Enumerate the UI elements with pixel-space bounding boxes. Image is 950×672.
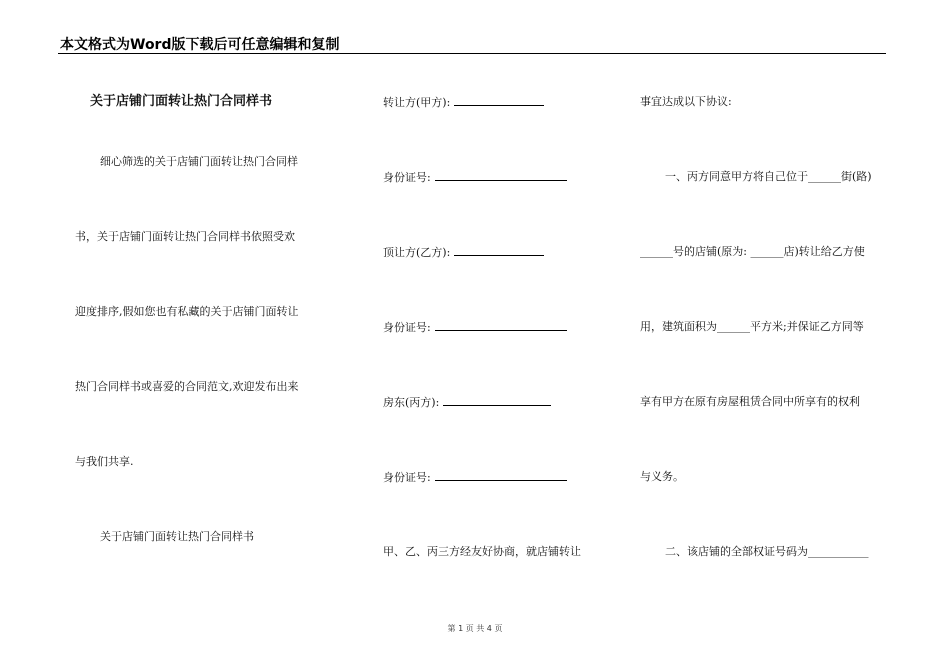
intro-line: 细心筛选的关于店铺门面转让热门合同样 bbox=[100, 155, 298, 168]
landlord-field bbox=[383, 395, 551, 409]
field-label: 身份证号: bbox=[383, 471, 431, 484]
id-number-field bbox=[383, 170, 567, 184]
document-header: 本文格式为Word版下载后可任意编辑和复制 bbox=[60, 37, 340, 53]
blank-line bbox=[443, 395, 551, 406]
blank-line bbox=[435, 470, 567, 481]
intro-line: 与我们共享. bbox=[75, 455, 134, 468]
intro-line: 书，关于店铺门面转让热门合同样书依照受欢 bbox=[75, 230, 295, 243]
body-text-line: 事宜达成以下协议: bbox=[640, 95, 732, 108]
body-text-line: ______号的店铺(原为: ______店)转让给乙方使 bbox=[640, 245, 865, 258]
page-number: 第 1 页 共 4 页 bbox=[447, 624, 503, 633]
clause-one-line: 一、丙方同意甲方将自己位于______街(路) bbox=[665, 170, 872, 183]
field-label: 身份证号: bbox=[383, 321, 431, 334]
field-label: 房东(丙方): bbox=[383, 396, 440, 409]
blank-line bbox=[454, 245, 544, 256]
middle-column bbox=[383, 0, 613, 620]
document-title: 关于店铺门面转让热门合同样书 bbox=[90, 94, 273, 109]
section-subtitle: 关于店铺门面转让热门合同样书 bbox=[100, 530, 254, 543]
blank-line bbox=[435, 170, 567, 181]
left-column bbox=[75, 0, 325, 620]
intro-line: 迎度排序,假如您也有私藏的关于店铺门面转让 bbox=[75, 305, 299, 318]
body-text-line: 甲、乙、丙三方经友好协商，就店铺转让 bbox=[383, 545, 581, 558]
body-text-line: 用，建筑面积为______平方米;并保证乙方同等 bbox=[640, 320, 864, 333]
blank-line bbox=[435, 320, 567, 331]
field-label: 转让方(甲方): bbox=[383, 96, 451, 109]
id-number-field bbox=[383, 470, 567, 484]
transferor-field bbox=[383, 95, 544, 109]
id-number-field bbox=[383, 320, 567, 334]
transferee-field bbox=[383, 245, 544, 259]
right-column bbox=[640, 0, 890, 620]
body-text-line: 享有甲方在原有房屋租赁合同中所享有的权利 bbox=[640, 395, 860, 408]
intro-line: 热门合同样书或喜爱的合同范文,欢迎发布出来 bbox=[75, 380, 299, 393]
field-label: 身份证号: bbox=[383, 171, 431, 184]
body-text-line: 与义务。 bbox=[640, 470, 684, 483]
field-label: 顶让方(乙方): bbox=[383, 246, 451, 259]
blank-line bbox=[454, 95, 544, 106]
clause-two-line: 二、该店铺的全部权证号码为___________ bbox=[665, 545, 869, 558]
